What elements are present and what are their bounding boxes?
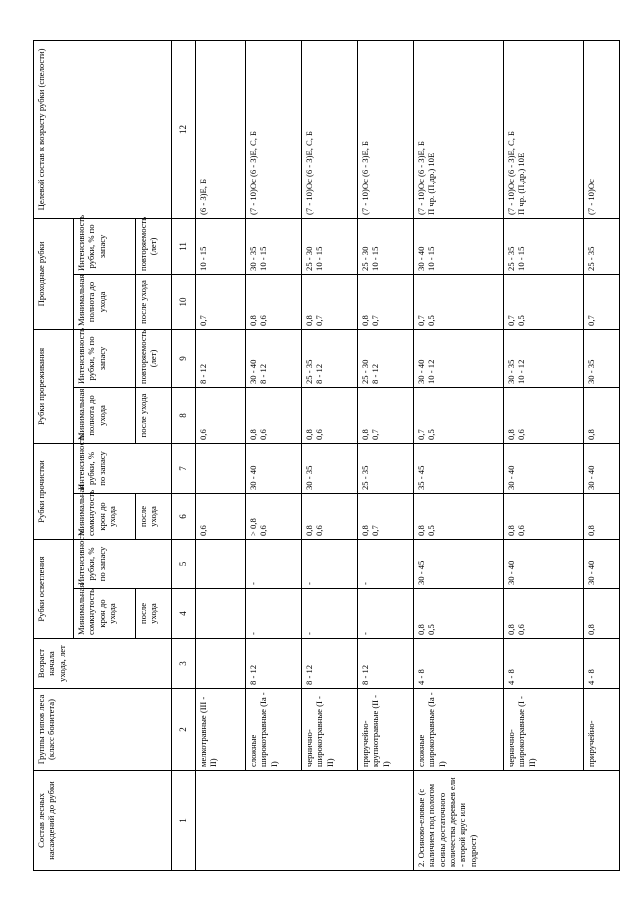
table-cell-col5 xyxy=(196,539,246,588)
table-cell-col6: 0,8 0,7 xyxy=(358,493,414,539)
table-cell-col4: - xyxy=(302,589,358,639)
table-cell-col10: 0,8 0,7 xyxy=(302,274,358,329)
table-cell-col10: 0,8 0,7 xyxy=(358,274,414,329)
column-number: 9 xyxy=(172,329,196,387)
table-cell-col6: > 0,8 0,6 xyxy=(246,493,302,539)
header-after-care: после ухода xyxy=(136,493,172,539)
table-cell-col2: мелкотравные (III - II) xyxy=(196,689,246,771)
table-cell-col11: 25 - 30 10 - 15 xyxy=(302,218,358,274)
table-cell-col5: - xyxy=(358,539,414,588)
header-min-closure: Минимальная сомкнутость крон до ухода xyxy=(74,589,136,639)
table-cell-col2: приручейно-крупнотравные (II - I) xyxy=(358,689,414,771)
header-target-composition: Целевой состав к возрасту рубки (спелости) xyxy=(34,40,172,218)
table-cell-col7: 25 - 35 xyxy=(358,443,414,493)
table-cell-col9: 25 - 35 8 - 12 xyxy=(302,329,358,387)
table-cell-col3: 8 - 12 xyxy=(358,639,414,689)
table-cell-col6: 0,6 xyxy=(196,493,246,539)
header-intensity: Интенсивность рубки, % по запасу xyxy=(74,539,172,588)
header-after-care: после ухода xyxy=(136,589,172,639)
table-cell-col5: 30 - 45 xyxy=(414,539,504,588)
table-cell-col11: 25 - 35 10 - 15 xyxy=(504,218,584,274)
table-cell-col4: 0,8 xyxy=(584,589,620,639)
table-cell-col11: 30 - 40 10 - 15 xyxy=(414,218,504,274)
header-repeat: повторяемость (лет) xyxy=(136,329,172,387)
table-cell-col2: сложные широкотравные (Iа - I) xyxy=(246,689,302,771)
table-cell-col3: 8 - 12 xyxy=(302,639,358,689)
table-row xyxy=(302,40,358,870)
composition-cell xyxy=(196,771,414,871)
table-cell-col8: 0,8 0,7 xyxy=(358,387,414,443)
table-cell-col12: (7 - 10)Ос xyxy=(584,40,620,218)
header-intensity: Интенсивность рубки, % по запасу xyxy=(74,218,136,274)
table-cell-col10: 0,7 0,5 xyxy=(504,274,584,329)
table-cell-col2: приручейно- xyxy=(584,689,620,771)
table-cell-col2: сложные широкотравные (Iа - I) xyxy=(414,689,504,771)
table-row xyxy=(358,40,414,870)
table-cell-col9: 25 - 30 8 - 12 xyxy=(358,329,414,387)
table-cell-col8: 0,8 xyxy=(584,387,620,443)
table-row xyxy=(504,40,584,870)
column-number: 7 xyxy=(172,443,196,493)
table-cell-col4: - xyxy=(246,589,302,639)
table-cell-col7: 35 - 45 xyxy=(414,443,504,493)
table-cell-col2: чернично-широкотравные (I - II) xyxy=(302,689,358,771)
column-number: 4 xyxy=(172,589,196,639)
table-cell-col8: 0,8 0,6 xyxy=(504,387,584,443)
header-min-density: Минимальная полнота до ухода xyxy=(74,274,136,329)
table-cell-col9: 30 - 40 8 - 12 xyxy=(246,329,302,387)
table-row xyxy=(246,40,302,870)
table-cell-col4: - xyxy=(358,589,414,639)
header-repeat: повторяемость (лет) xyxy=(136,218,172,274)
table-cell-col12: (7 - 10)Ос (6 - 3)Е, Б П чр. (П.др.) 10Е xyxy=(414,40,504,218)
column-number: 8 xyxy=(172,387,196,443)
table-cell-col11: 25 - 35 xyxy=(584,218,620,274)
forest-care-table xyxy=(33,40,620,871)
header-intensity: Интенсивность рубки, % по запасу xyxy=(74,329,136,387)
column-number: 2 xyxy=(172,689,196,771)
table-cell-col11: 30 - 35 10 - 15 xyxy=(246,218,302,274)
table-cell-col9: 30 - 35 xyxy=(584,329,620,387)
table-cell-col8: 0,8 0,6 xyxy=(302,387,358,443)
table-cell-col8: 0,8 0,6 xyxy=(246,387,302,443)
header-prorezhivanie: Рубки прореживания xyxy=(34,329,74,443)
header-after-care: после ухода xyxy=(136,274,172,329)
table-cell-col10: 0,7 0,5 xyxy=(414,274,504,329)
composition-cell: 2. Осиново-еловые (с наличием под пологом осины достаточного количества деревьев ели - второй ярус или подрост) xyxy=(414,771,620,871)
header-prochistka: Рубки прочистки xyxy=(34,443,74,539)
table-cell-col3: 8 - 12 xyxy=(246,639,302,689)
table-cell-col6: 0,8 0,5 xyxy=(414,493,504,539)
header-after-care: после ухода xyxy=(136,387,172,443)
table-cell-col7: 30 - 35 xyxy=(302,443,358,493)
table-cell-col9: 8 - 12 xyxy=(196,329,246,387)
table-cell-col3: 4 - 8 xyxy=(584,639,620,689)
table-cell-col12: (7 - 10)Ос (6 - 3)Е, С, Б П чр. (П.др.) 10Е xyxy=(504,40,584,218)
column-number: 12 xyxy=(172,40,196,218)
table-cell-col8: 0,6 xyxy=(196,387,246,443)
table-cell-col9: 30 - 40 10 - 12 xyxy=(414,329,504,387)
table-cell-col5: - xyxy=(246,539,302,588)
table-cell-col11: 10 - 15 xyxy=(196,218,246,274)
table-cell-col3 xyxy=(196,639,246,689)
table-cell-col5: 30 - 40 xyxy=(584,539,620,588)
header-composition: Состав лесных насаждений до рубки xyxy=(34,771,172,871)
column-number: 10 xyxy=(172,274,196,329)
column-number: 5 xyxy=(172,539,196,588)
table-cell-col6: 0,8 xyxy=(584,493,620,539)
table-cell-col7 xyxy=(196,443,246,493)
table-cell-col12: (7 - 10)Ос (6 - 3)Е, Б xyxy=(358,40,414,218)
column-number: 11 xyxy=(172,218,196,274)
table-cell-col7: 30 - 40 xyxy=(584,443,620,493)
column-number: 6 xyxy=(172,493,196,539)
table-cell-col7: 30 - 40 xyxy=(504,443,584,493)
table-cell-col8: 0,7 0,5 xyxy=(414,387,504,443)
header-forest-types: Группы типов леса (класс бонитета) xyxy=(34,689,172,771)
table-cell-col5: 30 - 40 xyxy=(504,539,584,588)
table-cell-col12: (7 - 10)Ос (6 - 3)Е, С, Б xyxy=(302,40,358,218)
header-min-density: Минимальная полнота до ухода xyxy=(74,387,136,443)
header-intensity: Интенсивность рубки, % по запасу xyxy=(74,443,172,493)
table-cell-col3: 4 - 8 xyxy=(504,639,584,689)
header-start-age: Возраст начала ухода, лет xyxy=(34,639,172,689)
table-row xyxy=(584,40,620,870)
table-cell-col10: 0,7 xyxy=(196,274,246,329)
table-cell-col10: 0,8 0,6 xyxy=(246,274,302,329)
table-cell-col12: (7 - 10)Ос (6 - 3)Е, С, Б xyxy=(246,40,302,218)
table-cell-col10: 0,7 xyxy=(584,274,620,329)
table-row xyxy=(196,40,246,870)
table-row xyxy=(414,40,504,870)
table-cell-col4: 0,8 0,5 xyxy=(414,589,504,639)
header-prohodnye: Проходные рубки xyxy=(34,218,74,329)
column-number: 3 xyxy=(172,639,196,689)
table-cell-col5: - xyxy=(302,539,358,588)
header-osvetlenie: Рубки осветления xyxy=(34,539,74,638)
column-number: 1 xyxy=(172,771,196,871)
table-cell-col7: 30 - 40 xyxy=(246,443,302,493)
header-min-closure: Минимальная сомкнутость крон до ухода xyxy=(74,493,136,539)
table-cell-col6: 0,8 0,6 xyxy=(302,493,358,539)
table-cell-col9: 30 - 35 10 - 12 xyxy=(504,329,584,387)
table-cell-col2: чернично-широкотравные (I - II) xyxy=(504,689,584,771)
table-cell-col12: (6 - 3)Е, Б xyxy=(196,40,246,218)
table-cell-col6: 0,8 0,6 xyxy=(504,493,584,539)
table-cell-col4: 0,8 0,6 xyxy=(504,589,584,639)
table-cell-col11: 25 - 30 10 - 15 xyxy=(358,218,414,274)
table-cell-col3: 4 - 8 xyxy=(414,639,504,689)
table-cell-col4 xyxy=(196,589,246,639)
rotated-page xyxy=(33,41,607,871)
